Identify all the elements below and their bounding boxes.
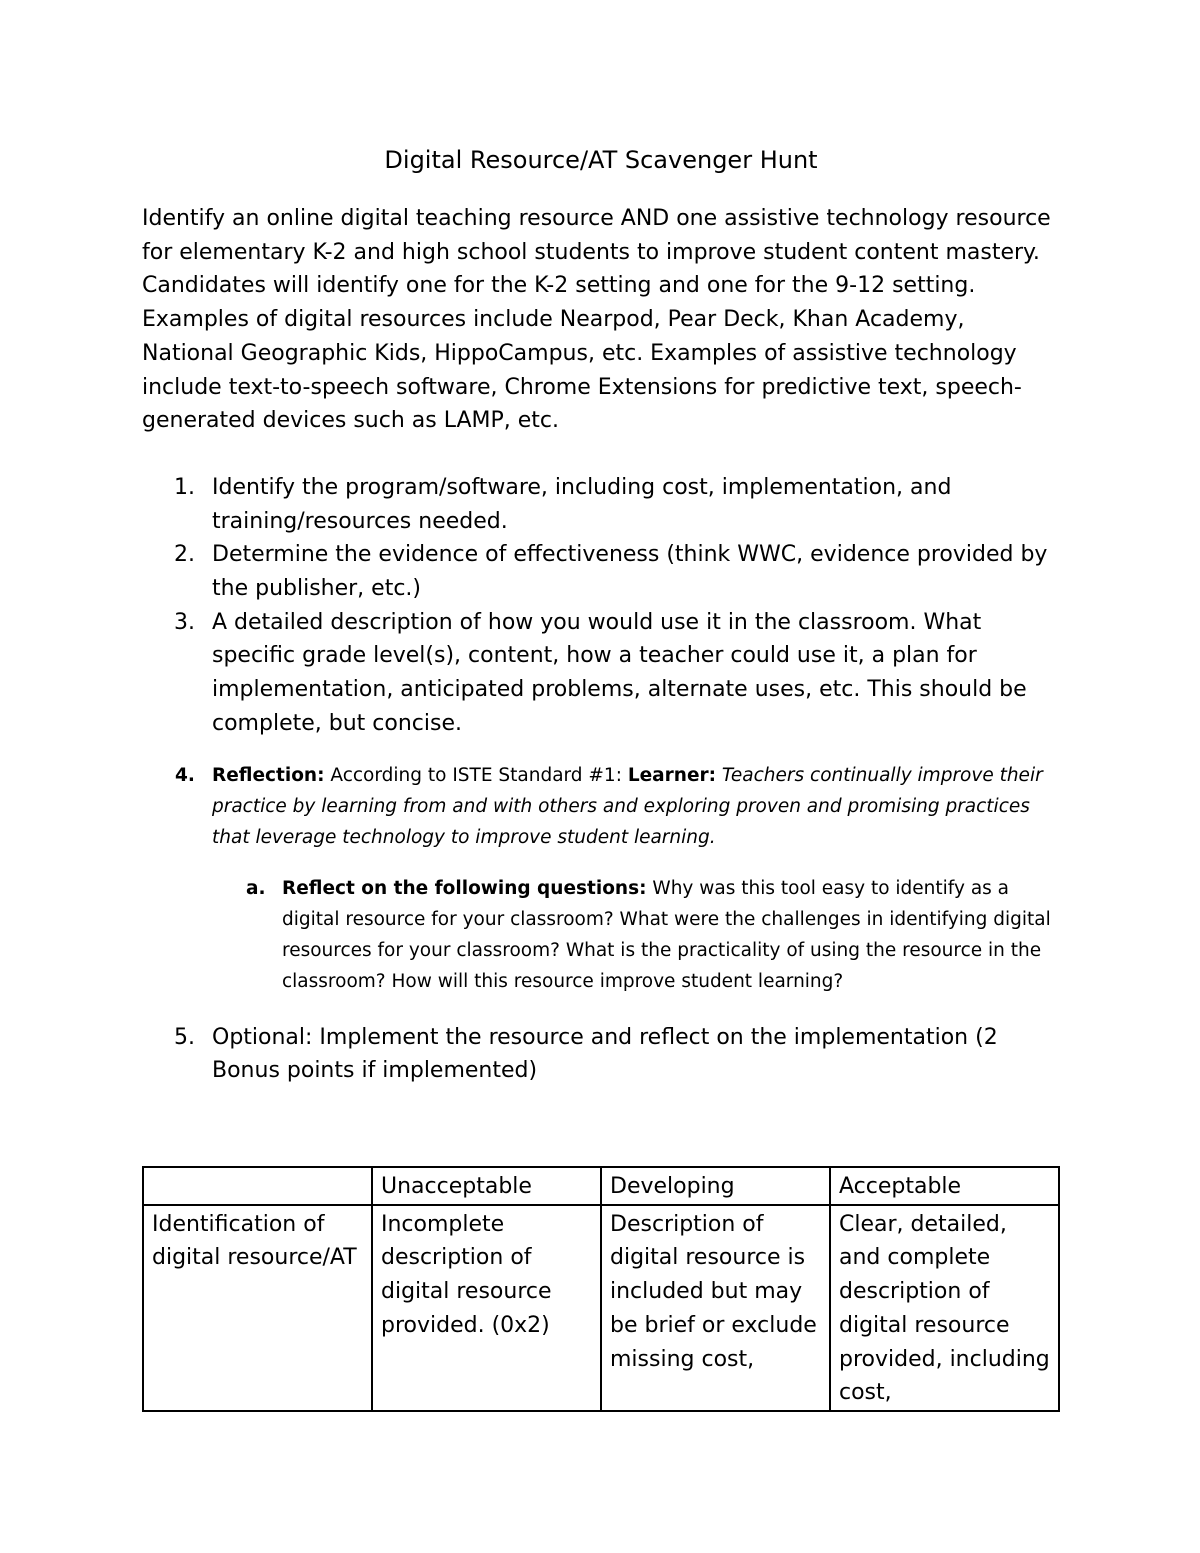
list-item-number: 2. (174, 542, 195, 568)
rubric-cell: Clear, detailed, and complete description of digital resource provided, including cost, (830, 1205, 1059, 1411)
intro-paragraph: Identify an online digital teaching resource AND one assistive technology resource for elementary K-2 and high school students to improve student content mastery. Candidates will identify one for the K-2 setting and one for the 9-12 setting. Examples of digital resources include Nearpod, Pear Deck, Khan Academy, National Geographic Kids, HippoCampus, etc. Examples of assistive technology include text-to-speech software, Chrome Extensions for predictive text, speech-generated devices such as LAMP, etc. (142, 206, 1051, 434)
rubric-header-cell: Unacceptable (372, 1167, 601, 1205)
subitem-label: Reflect on the following questions: (282, 877, 647, 899)
reflection-label: Reflection: (212, 764, 325, 786)
instruction-list (142, 471, 1060, 741)
rubric-header-cell: Acceptable (830, 1167, 1059, 1205)
optional-text: Optional: Implement the resource and reflect on the implementation (2 Bonus points if implemented) (212, 1024, 998, 1084)
list-item-text: Determine the evidence of effectiveness (think WWC, evidence provided by the publisher, etc.) (212, 542, 1048, 602)
list-item-number: 1. (174, 474, 195, 500)
reflection-number: 4. (175, 764, 195, 786)
subitem-text: Why was this tool easy to identify as a digital resource for your classroom? What were the challenges in identifying digital resources for your classroom? What is the practicality of using the resource in the classroom? How will this resource improve student learning? (282, 877, 1051, 992)
document-title: Digital Resource/AT Scavenger Hunt (384, 146, 818, 174)
reflection-subitem (142, 873, 1060, 997)
document-page (142, 142, 1060, 1088)
list-item-text: Identify the program/software, including cost, implementation, and training/resources needed. (212, 474, 952, 534)
subitem-letter: a. (246, 877, 266, 899)
rubric-cell: Incomplete description of digital resource provided. (0x2) (372, 1205, 601, 1411)
reflection-item (142, 760, 1060, 853)
list-item (142, 538, 1060, 605)
list-item-number: 3. (174, 609, 195, 635)
rubric-table (142, 1166, 1060, 1412)
rubric-cell: Description of digital resource is included but may be brief or exclude missing cost, (601, 1205, 830, 1411)
list-item (142, 606, 1060, 741)
optional-number: 5. (174, 1024, 195, 1050)
reflection-text: According to ISTE Standard #1: (324, 764, 628, 786)
table-row (143, 1205, 1059, 1411)
list-item-text: A detailed description of how you would use it in the classroom. What specific grade level(s), content, how a teacher could use it, a plan for implementation, anticipated problems, alternate uses, etc. This should be complete, but concise. (212, 609, 1027, 736)
learner-label: Learner: (627, 764, 717, 786)
rubric-header-row (143, 1167, 1059, 1205)
rubric-criterion-cell: Identification of digital resource/AT (143, 1205, 372, 1411)
standard-quote: Teachers continually improve their practice by learning from and with others and exploring proven and promising practices that leverage technology to improve student learning. (212, 764, 1043, 848)
rubric-header-cell (143, 1167, 372, 1205)
list-item (142, 471, 1060, 538)
rubric-header-cell: Developing (601, 1167, 830, 1205)
optional-item (142, 1021, 1060, 1088)
